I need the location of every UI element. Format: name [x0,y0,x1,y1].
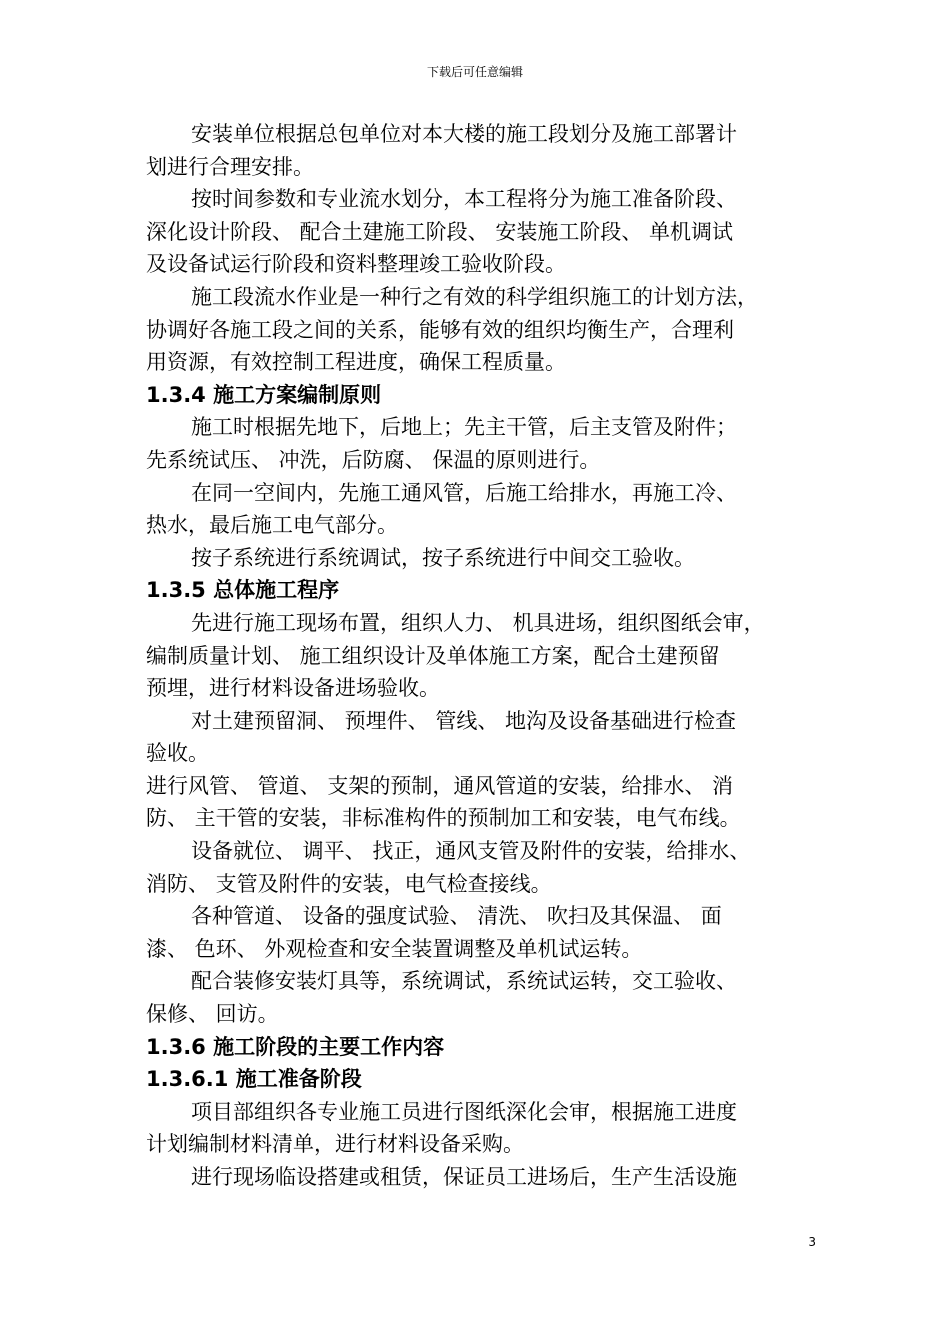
section-heading: 1.3.5 总体施工程序 [146,578,340,603]
subsection-heading: 1.3.6.1 施工准备阶段 [146,1067,362,1092]
section-heading: 1.3.4 施工方案编制原则 [146,382,382,407]
document-body [146,118,818,1194]
body-line: 深化设计阶段、 配合土建施工阶段、 安装施工阶段、 单机调试 [146,219,734,244]
body-line: 先系统试压、 冲洗，后防腐、 保温的原则进行。 [146,447,601,472]
body-line: 计划编制材料清单，进行材料设备采购。 [146,1132,524,1157]
body-line: 进行风管、 管道、 支架的预制，通风管道的安装，给排水、 消 [146,773,734,798]
body-line: 对土建预留洞、 预埋件、 管线、 地沟及设备基础进行检查 [191,708,737,733]
body-line: 预埋，进行材料设备进场验收。 [146,676,440,701]
body-line: 安装单位根据总包单位对本大楼的施工段划分及施工部署计 [191,122,737,146]
body-line: 在同一空间内，先施工通风管，后施工给排水，再施工冷、 [191,480,737,505]
body-line: 设备就位、 调平、 找正，通风支管及附件的安装，给排水、 [191,839,751,864]
body-line: 按时间参数和专业流水划分，本工程将分为施工准备阶段、 [191,187,737,212]
body-line: 用资源，有效控制工程进度，确保工程质量。 [146,350,566,375]
body-line: 消防、 支管及附件的安装，电气检查接线。 [146,871,552,896]
section-heading: 1.3.6 施工阶段的主要工作内容 [146,1034,445,1059]
body-line: 漆、 色环、 外观检查和安全装置调整及单机试运转。 [146,936,643,961]
body-line: 施工时根据先地下，后地上；先主干管，后主支管及附件； [191,415,737,440]
body-line: 配合装修安装灯具等，系统调试，系统试运转，交工验收、 [191,969,737,994]
page-number: 3 [808,1235,816,1249]
body-line: 施工段流水作业是一种行之有效的科学组织施工的计划方法， [191,284,758,309]
body-line: 划进行合理安排。 [146,154,314,179]
body-line: 热水，最后施工电气部分。 [146,513,398,538]
body-line: 项目部组织各专业施工员进行图纸深化会审，根据施工进度 [191,1099,737,1124]
body-line: 协调好各施工段之间的关系，能够有效的组织均衡生产，合理利 [146,317,734,342]
body-line: 防、 主干管的安装，非标准构件的预制加工和安装，电气布线。 [146,806,741,831]
body-line: 进行现场临设搭建或租赁，保证员工进场后，生产生活设施 [191,1165,737,1189]
body-line: 及设备试运行阶段和资料整理竣工验收阶段。 [146,252,566,277]
body-line: 按子系统进行系统调试，按子系统进行中间交工验收。 [191,545,695,570]
body-line: 编制质量计划、 施工组织设计及单体施工方案，配合土建预留 [146,643,720,668]
page-header-note: 下载后可任意编辑 [426,65,523,79]
body-line: 各种管道、 设备的强度试验、 清洗、 吹扫及其保温、 面 [191,904,722,929]
body-line: 保修、 回访。 [146,1002,279,1027]
body-line: 验收。 [146,741,209,766]
body-line: 先进行施工现场布置，组织人力、 机具进场，组织图纸会审， [191,610,765,635]
